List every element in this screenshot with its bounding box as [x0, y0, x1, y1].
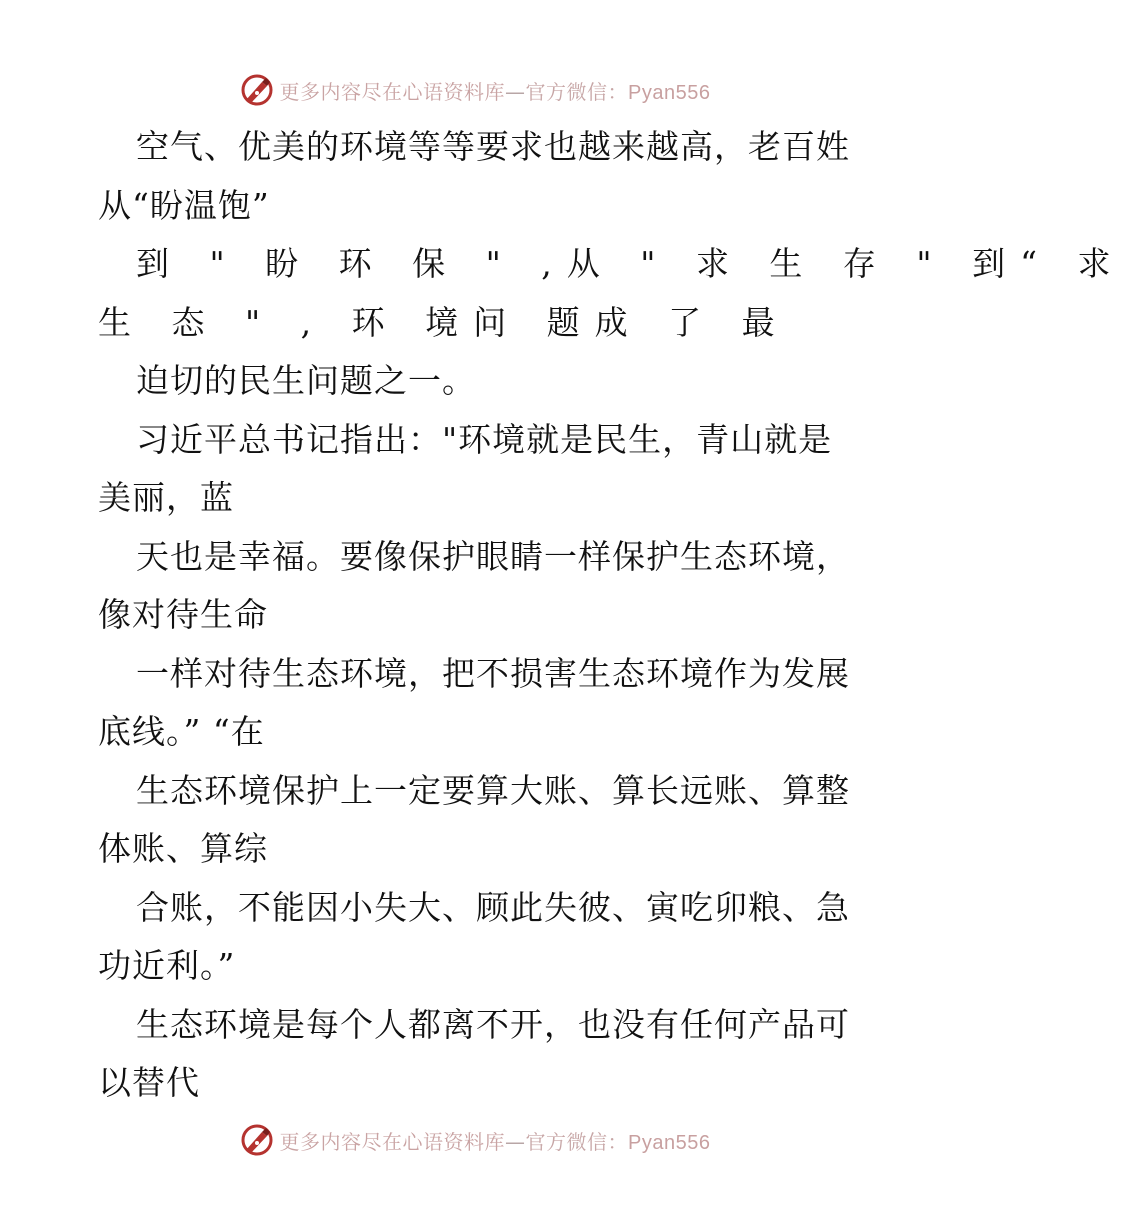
text-line-13: 体账、算综	[98, 829, 268, 868]
footer-banner	[0, 1120, 950, 1160]
header-wechat-label: 官方微信：	[525, 79, 629, 104]
pen-nib-logo-icon	[240, 73, 274, 107]
footer-wechat-label: 官方微信：	[525, 1129, 629, 1154]
text-line-5: 迫切的民生问题之一。	[136, 361, 476, 400]
text-line-8: 天也是幸福。要像保护眼睛一样保护生态环境，	[136, 536, 850, 576]
text-line-11: 底线。” “在	[98, 712, 265, 751]
text-line-16: 生态环境是每个人都离不开，也没有任何产品可	[136, 1004, 850, 1044]
text-line-12: 生态环境保护上一定要算大账、算长远账、算整	[136, 770, 850, 810]
text-line-1: 空气、优美的环境等等要求也越来越高，老百姓	[136, 127, 850, 166]
text-line-15: 功近利。”	[98, 946, 236, 985]
footer-site-name: 更多内容尽在心语资料库	[279, 1129, 506, 1154]
text-line-4: 生 态 " , 环 境问 题成 了 最	[98, 302, 790, 342]
text-line-14: 合账，不能因小失大、顾此失彼、寅吃卯粮、急	[136, 887, 850, 927]
footer-banner-text	[280, 1126, 711, 1155]
text-line-10: 一样对待生态环境，把不损害生态环境作为发展	[136, 653, 850, 693]
text-line-9: 像对待生命	[98, 595, 268, 634]
document-body	[98, 118, 1125, 1113]
header-banner	[0, 70, 950, 110]
footer-wechat-id: Pyan556	[628, 1131, 711, 1154]
header-banner-text	[280, 76, 711, 105]
text-line-17: 以替代	[98, 1063, 200, 1102]
header-site-name: 更多内容尽在心语资料库	[279, 79, 506, 104]
text-line-2: 从“盼温饱”	[98, 185, 270, 225]
text-line-3: 到 " 盼 环 保 " ,从 " 求 生 存 " 到“ 求	[136, 244, 1125, 283]
text-line-7: 美丽，蓝	[98, 478, 234, 517]
text-line-6: 习近平总书记指出："环境就是民生，青山就是	[136, 419, 833, 459]
header-separator: —	[505, 79, 526, 104]
header-wechat-id: Pyan556	[628, 81, 711, 104]
footer-separator: —	[505, 1129, 526, 1154]
pen-nib-logo-icon	[240, 1123, 274, 1157]
